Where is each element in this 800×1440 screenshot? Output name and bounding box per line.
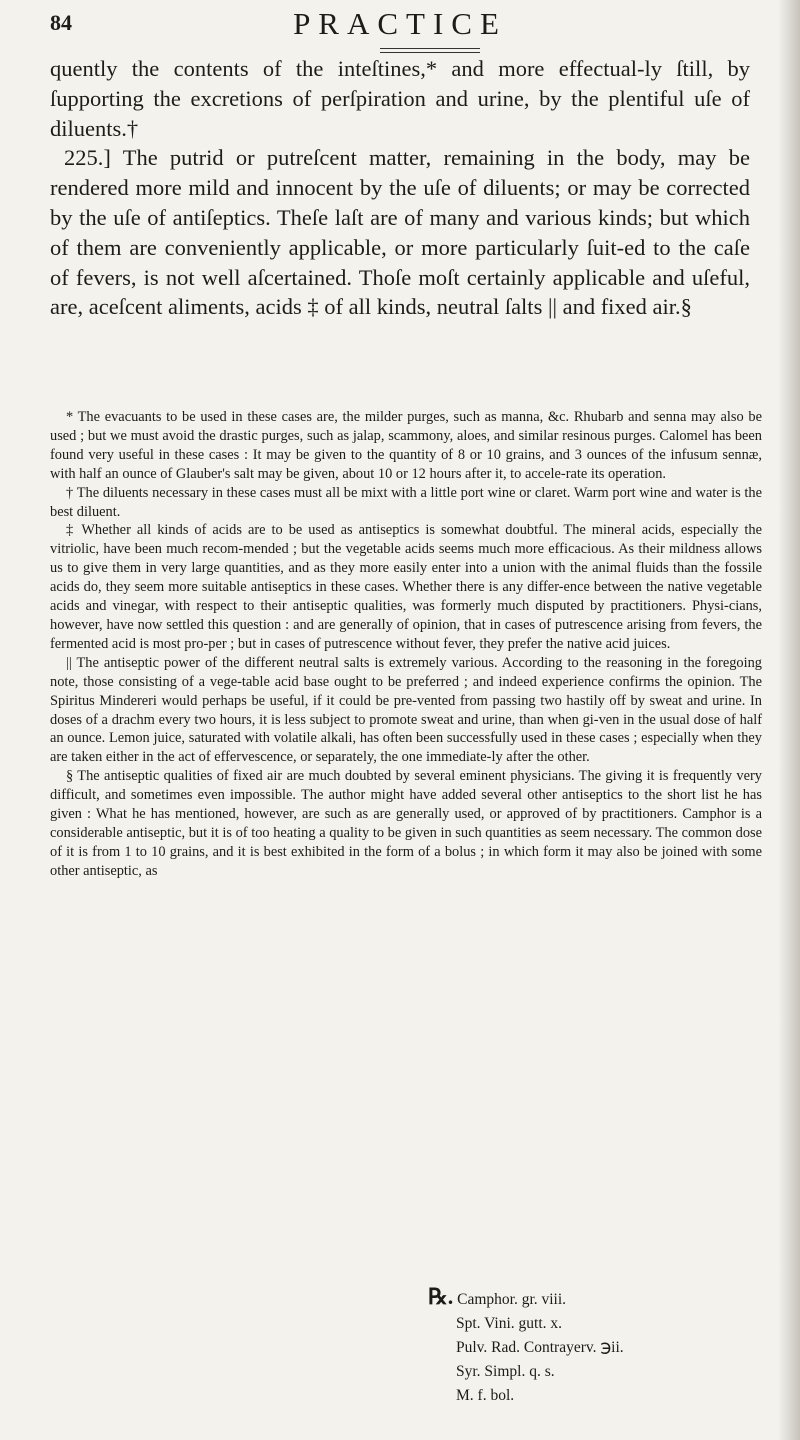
footnotes	[50, 408, 762, 881]
page-header	[50, 6, 750, 46]
prescription-line-1	[428, 1285, 728, 1312]
prescription-line-3: Pulv. Rad. Contrayerv. ℈ii.	[456, 1339, 624, 1356]
footnote-acids: ‡ Whether all kinds of acids are to be used as antiseptics is somewhat doubtful. The mineral acids, especially the vitriolic, have been much recom-mended ; but the vegetable acids seems much more efficacious. As their mildness allows us to give them in very large quantities, and as they more easily enter into a union with the animal fluids than the fossile acids do, they seem more suitable antiseptics in these cases. Whether there is any differ-ence between the native vegetable acids and vinegar, with respect to their antiseptic qualities, was formerly much disputed by practitioners. Physi-cians, however, have now settled this question : and are generally of opinion, that in cases of putrescence arising from fevers, the fermented acid is most pro-per ; but in cases of putrescence without fever, they prefer the native acid juices.	[50, 522, 762, 652]
rx-symbol: ℞.	[428, 1284, 454, 1309]
paragraph-225: 225.] The putrid or putreſcent matter, remaining in the body, may be rendered more mild and innocent by the uſe of diluents; or may be corrected by the uſe of antiſeptics. Theſe laſt are of many and various kinds; but which of them are conveniently applicable, or more particularly ſuit-ed to the caſe of fevers, is not well aſcertained. Thoſe moſt certainly applicable and uſeful, are, aceſcent aliments, acids ‡ of all kinds, neutral ſalts || and fixed air.§	[50, 145, 750, 320]
prescription-line-5: M. f. bol.	[456, 1387, 515, 1404]
main-text	[50, 54, 750, 322]
page-edge-shadow	[778, 0, 800, 1440]
page-number: 84	[50, 10, 72, 35]
running-title: PRACTICE	[293, 6, 507, 41]
footnote-fixed-air: § The antiseptic qualities of fixed air are much doubted by several eminent physicians. The giving it is frequently very difficult, and sometimes even impossible. The author might have added several other antiseptics to the short list he has given : What he has mentioned, however, are such as are generally used, or approved of by practitioners. Camphor is a considerable antiseptic, but it is of too heating a quality to be given in such quantities as seem necessary. The common dose of it is from 1 to 10 grains, and it is best exhibited in the form of a bolus ; in which form it may also be joined with some other antiseptic, as	[50, 768, 762, 879]
footnote-diluents: † The diluents necessary in these cases must all be mixt with a little port wine or claret. Warm port wine and water is the best diluent.	[50, 484, 762, 520]
paragraph-continuation: quently the contents of the inteſtines,* and more effectual-ly ſtill, by ſupporting the excretions of perſpiration and urine, by the plentiful uſe of diluents.†	[50, 56, 750, 141]
header-rule	[380, 48, 480, 53]
prescription-line-4: Syr. Simpl. q. s.	[456, 1363, 555, 1380]
prescription-line-2: Spt. Vini. gutt. x.	[456, 1315, 563, 1332]
prescription-ingredient: Camphor. gr. viii.	[457, 1291, 567, 1308]
footnote-evacuants: * The evacuants to be used in these cases are, the milder purges, such as manna, &c. Rhubarb and senna may also be used ; but we must avoid the drastic purges, such as jalap, scammony, aloes, and similar resinous purges. Calomel has been found very useful in these cases : It may be given to the quantity of 8 or 10 grains, and 3 ounces of the infusum sennæ, with half an ounce of Glauber's salt may be given, about 10 or 12 hours after it, to accele-rate its operation.	[50, 409, 762, 482]
prescription	[428, 1285, 728, 1408]
footnote-neutral-salts: || The antiseptic power of the different neutral salts is extremely various. According to the reasoning in the foregoing note, those consisting of a vege-table acid base ought to be preferred ; and indeed experience confirms the opinion. The Spiritus Mindereri would perhaps be useful, if it could be pre-vented from passing two hastily off by sweat and urine. In doses of a drachm every two hours, it is less subject to promote sweat and urine, than when gi-ven in the usual dose of half an ounce. Lemon juice, saturated with volatile alkali, has often been successfully used in these cases ; especially when they are taken either in the act of effervescence, or separately, the one immediate-ly after the other.	[50, 654, 762, 766]
